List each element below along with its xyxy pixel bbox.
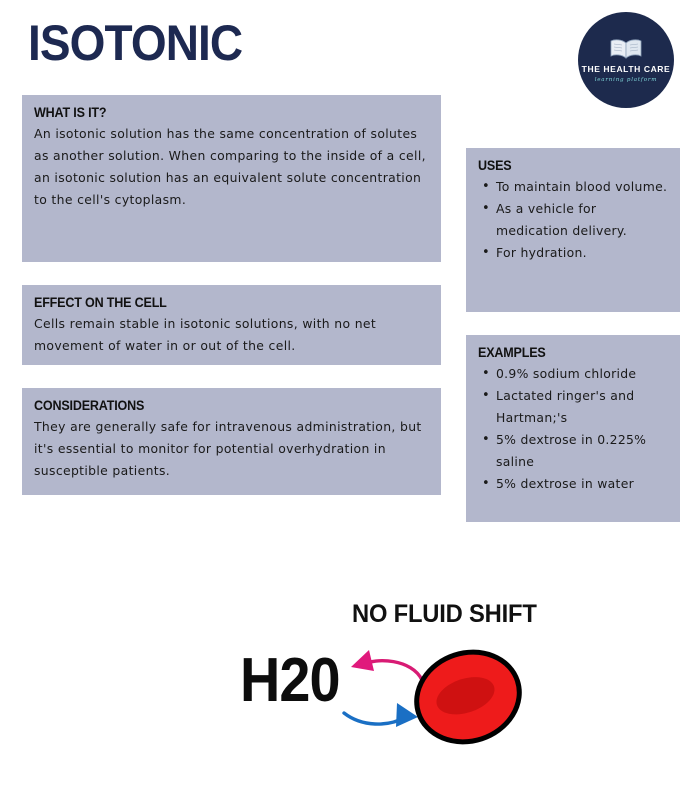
water-label: H20 <box>240 646 340 715</box>
card-effect-body: Cells remain stable in isotonic solutions, with no net movement of water in or out of the cell. <box>34 316 377 353</box>
card-effect-on-the-cell <box>22 285 441 365</box>
red-blood-cell <box>405 639 531 755</box>
fluid-shift-illustration <box>340 635 540 765</box>
card-examples <box>466 335 680 522</box>
card-effect-heading: EFFECT ON THE CELL <box>34 295 167 310</box>
card-uses-heading: USES <box>478 158 512 173</box>
card-uses <box>466 148 680 312</box>
card-what-is-it-heading: WHAT IS IT? <box>34 105 107 120</box>
page-title: ISOTONIC <box>28 15 243 71</box>
card-considerations <box>22 388 441 495</box>
water-out-arrow <box>351 650 422 680</box>
brand-logo <box>578 12 674 108</box>
logo-name: THE HEALTH CARE <box>581 63 671 74</box>
list-item: • For hydration. <box>478 242 670 264</box>
illustration-caption: NO FLUID SHIFT <box>352 600 537 628</box>
card-examples-heading: EXAMPLES <box>478 345 546 360</box>
list-item: • 0.9% sodium chloride <box>478 363 672 385</box>
list-item: • As a vehicle for medication delivery. <box>478 198 670 242</box>
card-what-is-it <box>22 95 441 262</box>
card-considerations-body: They are generally safe for intravenous administration, but it's essential to monitor for potential overhydration in susceptible patients. <box>34 419 422 478</box>
examples-list <box>478 363 672 495</box>
logo-tagline: learning platform <box>594 76 658 83</box>
list-item: • To maintain blood volume. <box>478 176 670 198</box>
list-item: • Lactated ringer's and Hartman;'s <box>478 385 672 429</box>
open-book-icon <box>609 38 643 60</box>
card-what-is-it-body: An isotonic solution has the same concentration of solutes as another solution. When comparing to the inside of a cell, an isotonic solution has an equivalent solute concentration to the cell's cytoplasm. <box>34 126 426 207</box>
card-considerations-heading: CONSIDERATIONS <box>34 398 145 413</box>
list-item: • 5% dextrose in 0.225% saline <box>478 429 672 473</box>
list-item: • 5% dextrose in water <box>478 473 672 495</box>
uses-list <box>478 176 670 264</box>
water-in-arrow <box>344 703 418 727</box>
